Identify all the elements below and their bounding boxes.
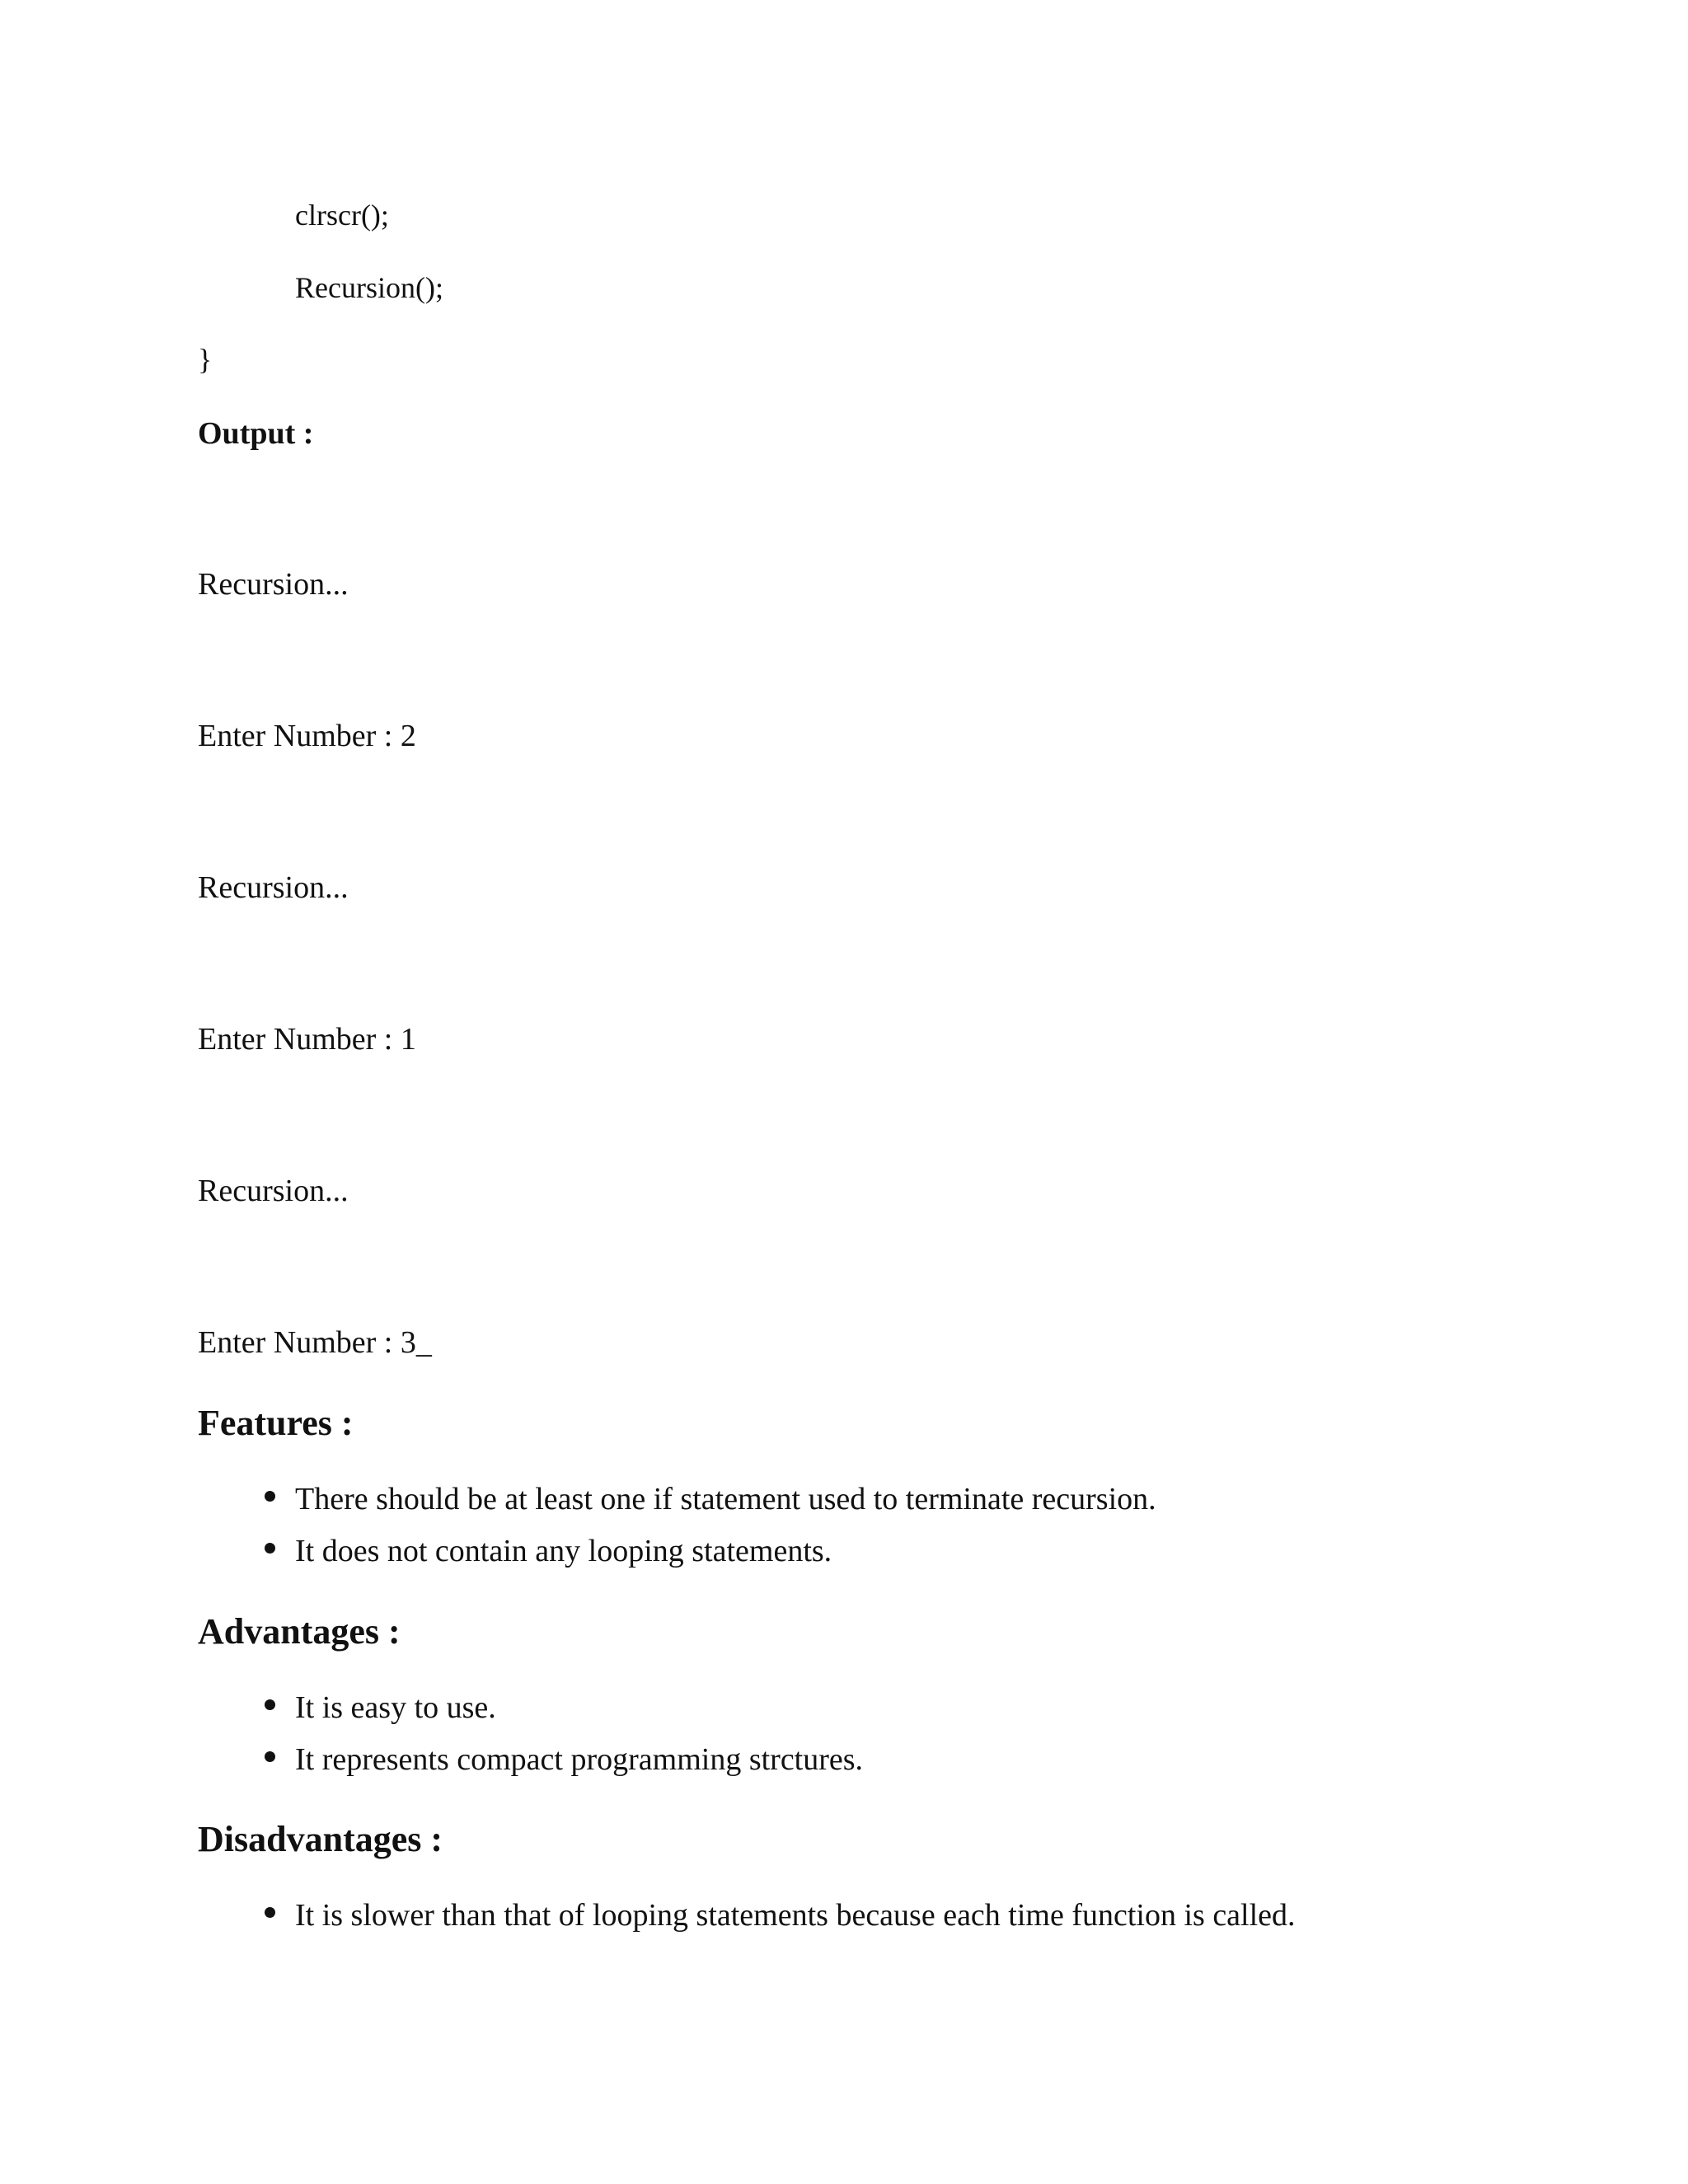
code-line: clrscr(); [295, 199, 389, 232]
output-line: Enter Number : 1 [198, 1022, 416, 1057]
output-line: Enter Number : 2 [198, 719, 416, 753]
list-item-text: There should be at least one if statement used to terminate recursion. [295, 1482, 1156, 1516]
output-line: Recursion... [198, 567, 349, 602]
list-item-text: It is easy to use. [295, 1690, 496, 1725]
bullet-icon [265, 1491, 275, 1502]
advantages-heading: Advantages : [198, 1611, 401, 1652]
bullet-icon [265, 1543, 275, 1554]
output-line: Recursion... [198, 870, 349, 905]
bullet-icon [265, 1907, 275, 1918]
features-heading: Features : [198, 1403, 354, 1443]
output-line: Recursion... [198, 1174, 349, 1208]
bullet-icon [265, 1699, 275, 1710]
code-closing-brace: } [198, 343, 213, 376]
output-line: Enter Number : 3_ [198, 1325, 432, 1360]
output-label: Output : [198, 416, 314, 451]
disadvantages-heading: Disadvantages : [198, 1819, 443, 1859]
bullet-icon [265, 1751, 275, 1762]
list-item-text: It does not contain any looping statements. [295, 1534, 832, 1568]
list-item-text: It represents compact programming strctures. [295, 1742, 864, 1777]
code-line: Recursion(); [295, 271, 443, 304]
list-item-text: It is slower than that of looping statements because each time function is called. [295, 1898, 1296, 1933]
